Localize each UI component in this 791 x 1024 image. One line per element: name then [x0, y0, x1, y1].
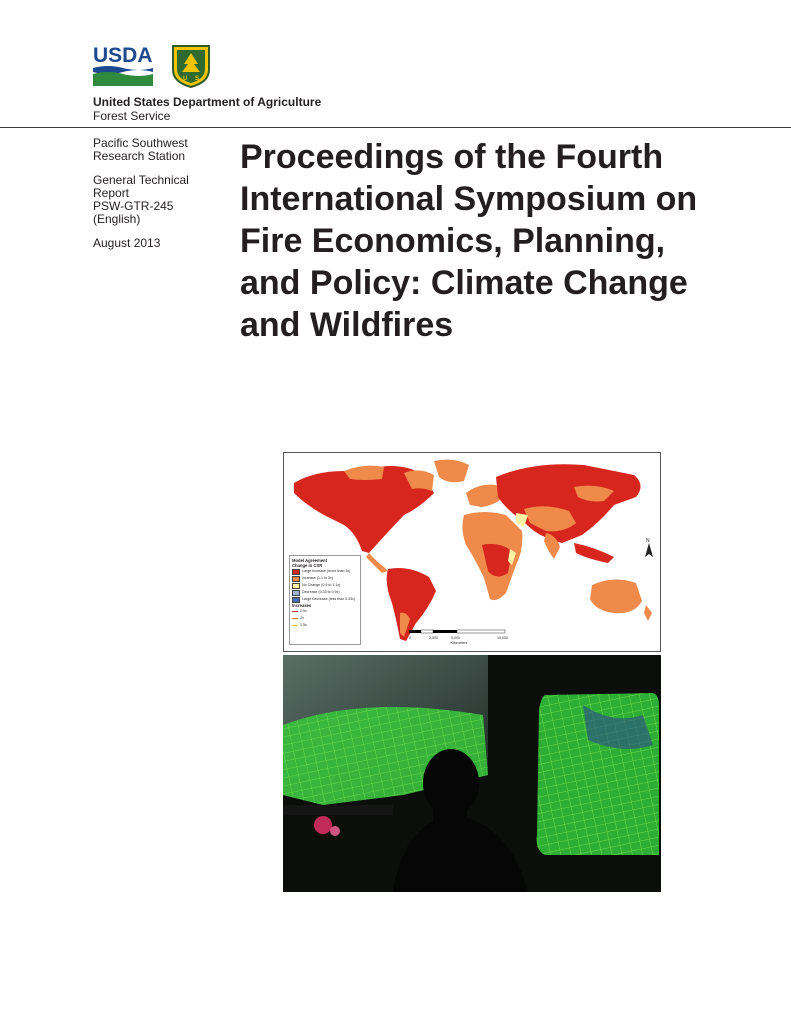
- legend-item: Increase (1.1 to 3x): [292, 575, 358, 582]
- cover-photo-simulator: [283, 655, 661, 892]
- department-name: United States Department of Agriculture: [93, 95, 322, 109]
- station-name: Pacific Southwest Research Station: [93, 136, 188, 163]
- header-divider: [0, 127, 791, 128]
- agency-block: [93, 95, 321, 123]
- document-title: Proceedings of the Fourth International Symposium on Fire Economics, Planning, and Policy: Climate Change and Wildfires: [240, 138, 698, 344]
- legend-item: Large Decrease (less than 0.33x): [292, 596, 358, 603]
- map-scale-bar: 0 2,500 5,000 10,000 Kilometers: [409, 629, 509, 645]
- svg-text:S: S: [195, 76, 200, 82]
- legend-item: No Change (0.9 to 1.1x): [292, 582, 358, 589]
- legend-line-item: 1.5x: [292, 622, 358, 629]
- legend-increases-title: Increases: [292, 603, 312, 608]
- simulator-photo: [283, 655, 661, 892]
- legend-line-item: 2x: [292, 615, 358, 622]
- legend-item: Large Increase (more than 3x): [292, 568, 358, 575]
- legend-title: Model Agreement: [292, 558, 327, 563]
- svg-text:U: U: [183, 76, 188, 82]
- forest-service-shield-icon: [171, 42, 211, 88]
- usda-logo: [93, 42, 153, 88]
- legend-line-item: 2.5x: [292, 608, 358, 615]
- map-legend: [289, 555, 361, 645]
- north-arrow-icon: [645, 538, 653, 557]
- svg-text:N: N: [646, 538, 650, 544]
- publication-date: August 2013: [93, 236, 161, 250]
- report-sidebar: [93, 137, 223, 261]
- legend-subtitle: Change in CSR: [292, 563, 323, 568]
- world-map-figure: [283, 452, 661, 652]
- legend-item: Decrease (0.33 to 0.9x): [292, 589, 358, 596]
- usda-logo-text: USDA: [93, 44, 153, 67]
- agency-name: Forest Service: [93, 109, 171, 123]
- report-number: General Technical Report PSW-GTR-245 (English): [93, 173, 189, 226]
